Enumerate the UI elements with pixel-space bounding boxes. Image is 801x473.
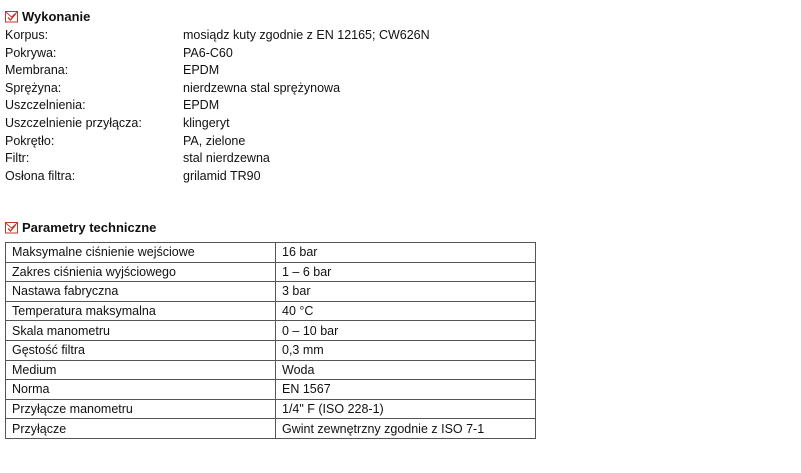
table-row: [6, 399, 536, 419]
param-value: Woda: [276, 360, 536, 380]
list-item: [5, 62, 605, 80]
table-row: [6, 301, 536, 321]
list-item: [5, 80, 605, 98]
param-name: Norma: [6, 380, 276, 400]
item-value: EPDM: [183, 98, 220, 113]
list-item: [5, 45, 605, 63]
table-row: [6, 380, 536, 400]
param-value: 1/4" F (ISO 228-1): [276, 399, 536, 419]
list-item: [5, 133, 605, 151]
param-name: Temperatura maksymalna: [6, 301, 276, 321]
item-label: Korpus:: [5, 28, 49, 42]
param-name: Skala manometru: [6, 321, 276, 341]
table-row: [6, 419, 536, 439]
table-row: [6, 340, 536, 360]
list-item: [5, 168, 605, 186]
table-row: [6, 321, 536, 341]
table-row: [6, 262, 536, 282]
table-row: [6, 243, 536, 263]
item-label: Uszczelnienia:: [5, 98, 86, 113]
item-value: PA, zielone: [183, 133, 246, 148]
param-name: Medium: [6, 360, 276, 380]
param-name: Przyłącze: [6, 419, 276, 439]
param-name: Zakres ciśnienia wyjściowego: [6, 262, 276, 282]
param-name: Przyłącze manometru: [6, 399, 276, 419]
envelope-check-icon: [5, 221, 18, 234]
section-title: Wykonanie: [22, 8, 91, 24]
param-value: 0 – 10 bar: [276, 321, 536, 341]
parametry-table: [5, 242, 536, 439]
item-label: Pokrętło:: [5, 133, 55, 148]
param-value: 0,3 mm: [276, 340, 536, 360]
param-value: 1 – 6 bar: [276, 262, 536, 282]
param-value: 3 bar: [276, 282, 536, 302]
item-value: mosiądz kuty zgodnie z EN 12165; CW626N: [183, 28, 430, 42]
param-value: EN 1567: [276, 380, 536, 400]
item-value: grilamid TR90: [183, 168, 261, 183]
param-name: Maksymalne ciśnienie wejściowe: [6, 243, 276, 263]
item-value: EPDM: [183, 63, 220, 78]
param-value: Gwint zewnętrzny zgodnie z ISO 7-1: [276, 419, 536, 439]
param-name: Nastawa fabryczna: [6, 282, 276, 302]
envelope-check-icon: [5, 10, 18, 23]
item-value: stal nierdzewna: [183, 151, 270, 166]
item-value: nierdzewna stal sprężynowa: [183, 80, 341, 95]
item-label: Osłona filtra:: [5, 168, 76, 183]
item-label: Uszczelnienie przyłącza:: [5, 115, 142, 130]
section-heading-wykonanie: [5, 8, 90, 24]
list-item: [5, 150, 605, 168]
table-row: [6, 360, 536, 380]
param-value: 16 bar: [276, 243, 536, 263]
item-label: Membrana:: [5, 63, 69, 78]
item-label: Pokrywa:: [5, 45, 57, 60]
section-heading-parametry: [5, 219, 156, 235]
param-value: 40 °C: [276, 301, 536, 321]
item-value: PA6-C60: [183, 45, 233, 60]
list-item: [5, 97, 605, 115]
item-label: Filtr:: [5, 151, 30, 166]
section-title: Parametry techniczne: [22, 219, 157, 235]
param-name: Gęstość filtra: [6, 340, 276, 360]
table-row: [6, 282, 536, 302]
item-label: Sprężyna:: [5, 80, 62, 95]
item-value: klingeryt: [183, 115, 230, 130]
wykonanie-list: [5, 27, 605, 185]
list-item: [5, 115, 605, 133]
list-item: [5, 27, 605, 45]
